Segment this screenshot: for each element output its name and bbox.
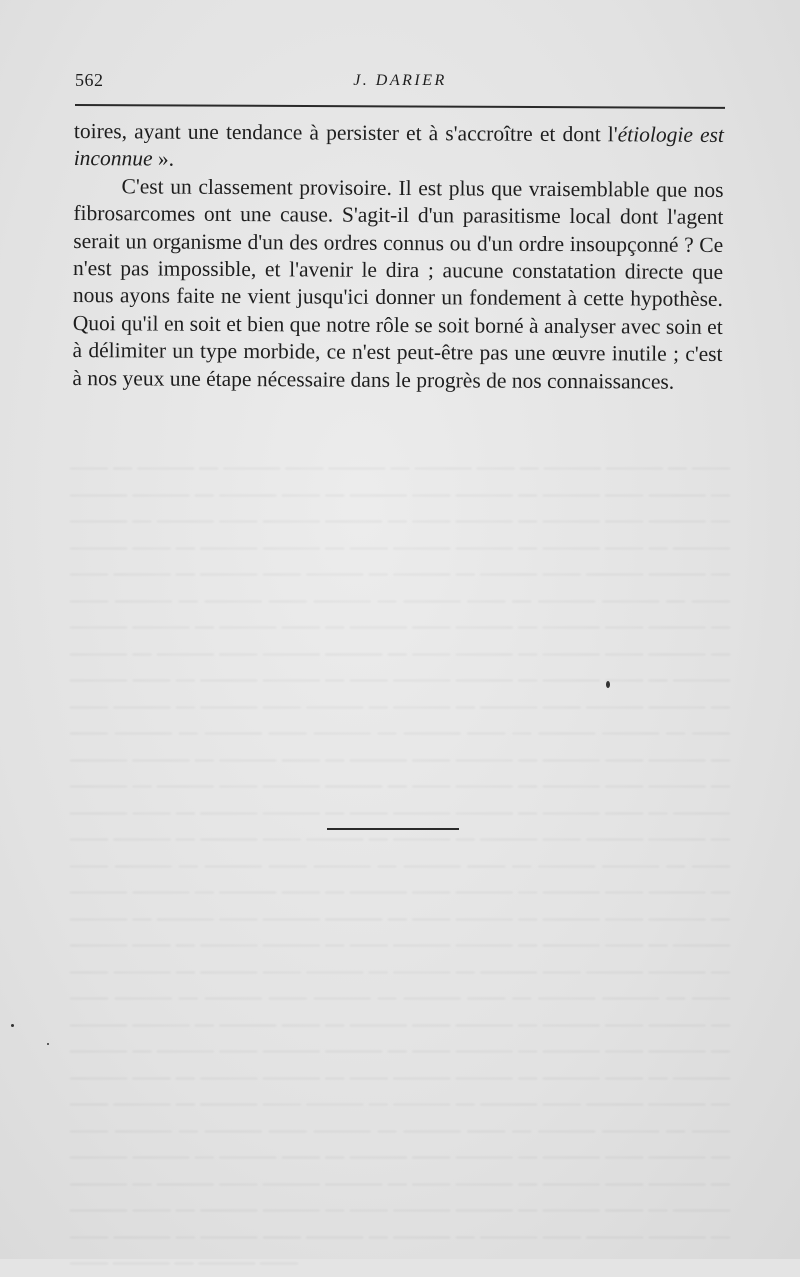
page-number: 562	[75, 70, 104, 90]
running-head-author: J. DARIER	[353, 72, 447, 89]
paragraph-continuation-italic: étiologie est inconnue	[73, 122, 724, 171]
header-rule	[75, 104, 725, 109]
paragraph-continuation-end: ».	[152, 146, 175, 172]
paragraph-conclusion: C'est un classement provisoire. Il est plus que vraisemblable que nos fibrosarcomes ont une cause. S'agit-il d'un parasitisme local dont l'agent serait un organisme d'un des ordres connus ou d'un ordre insoupçonné ? Ce n'est pas impossible, et l'avenir le dira ; aucune constatation directe que nous ayons faite ne vient jusqu'ici donner un fondement à cette hypothèse. Quoi qu'il en soit et bien que notre rôle se soit borné à analyser avec soin et à délimiter un type morbide, ce n'est peut-être pas une œuvre inutile ; c'est à nos yeux une étape nécessaire dans le progrès de nos connaissances.	[72, 174, 724, 394]
running-header	[75, 68, 725, 98]
print-speck	[606, 681, 610, 688]
print-speck	[47, 1043, 49, 1045]
print-speck	[11, 1024, 14, 1027]
section-end-rule	[327, 828, 459, 830]
body-text	[72, 118, 724, 396]
paragraph-continuation	[74, 118, 724, 177]
show-through-texture: —— — ——— — ——— —— ——— — ——— —— — ——— ——— — —— ——— ——— — ——— —— — ——— —— ——— — ——— —— ——— — ——— — ——— —— ——— ——— — —— ——— — ——— —— ——— — ——— —— — ——— ——— — —— ——— ——— — ——— —— — ——— —— ——— — ——— —— ——— — ——— — ——— —— ——— ——— — —— ——— — ——— —— ——— — ——— —— — ——— ——— — —— ——— ——— — ——— —— — ——— —— ——— — ——— —— ——— — ——— — ——— —— ——— ——— — —— ——— — ——— —— ——— — ——— —— — ——— ——— — —— ——— ——— — ——— —— — ——— —— ——— — ——— —— ——— — ——— — ——— —— ——— ——— — —— ——— — ——— —— ——— — ——— —— — ——— ——— — —— ——— ——— — ——— —— — ——— —— ——— — ——— —— ——— — ——— — ——— —— ——— ——— — —— ——— — ——— —— ——— — ——— —— — ——— ——— — —— ——— ——— — ——— —— — ——— —— ——— — ——— —— ——— — ——— — ——— —— ——— ——— — —— ——— — ——— —— ——— — ——— —— — ——— ——— — —— ——— ——— — ——— —— — ——— —— ——— — ——— —— ——— — ——— — ——— —— ——— ——— — —— ——— — ——— —— ——— — ——— —— — ——— ——— — —— ——— ——— — ——— —— — ——— —— ——— — ——— —— ——— — ——— — ——— —— ——— ——— — —— ——— — ——— —— ——— — ——— —— — ——— ——— — —— ——— ——— — ——— —— — ——— —— ——— — ——— —— ——— — ——— — ——— —— ——— ——— — —— ——— — ——— —— ——— — ——— —— — ——— ——— — —— ——— ——— — ——— —— — ——— —— ——— — ——— —— ——— — ——— — ——— —— ——— ——— — —— ——— — ——— —— ——— — ——— —— — ——— ——— — —— ——— ——— — ——— —— — ——— —— ——— — ——— —— ——— — ——— — ——— —— ——— ——— — —— ——— — ——— —— ——— — ——— —— — ——— ——— — —— ——— ——— — ——— —— — ——— —— ——— — ——— —— ——— — ——— — ——— —— ——— ——— — —— ——— — ——— ——	[70, 457, 730, 1273]
paragraph-continuation-text: toires, ayant une tendance à persister et à s'accroître et dont l'	[73, 118, 618, 147]
